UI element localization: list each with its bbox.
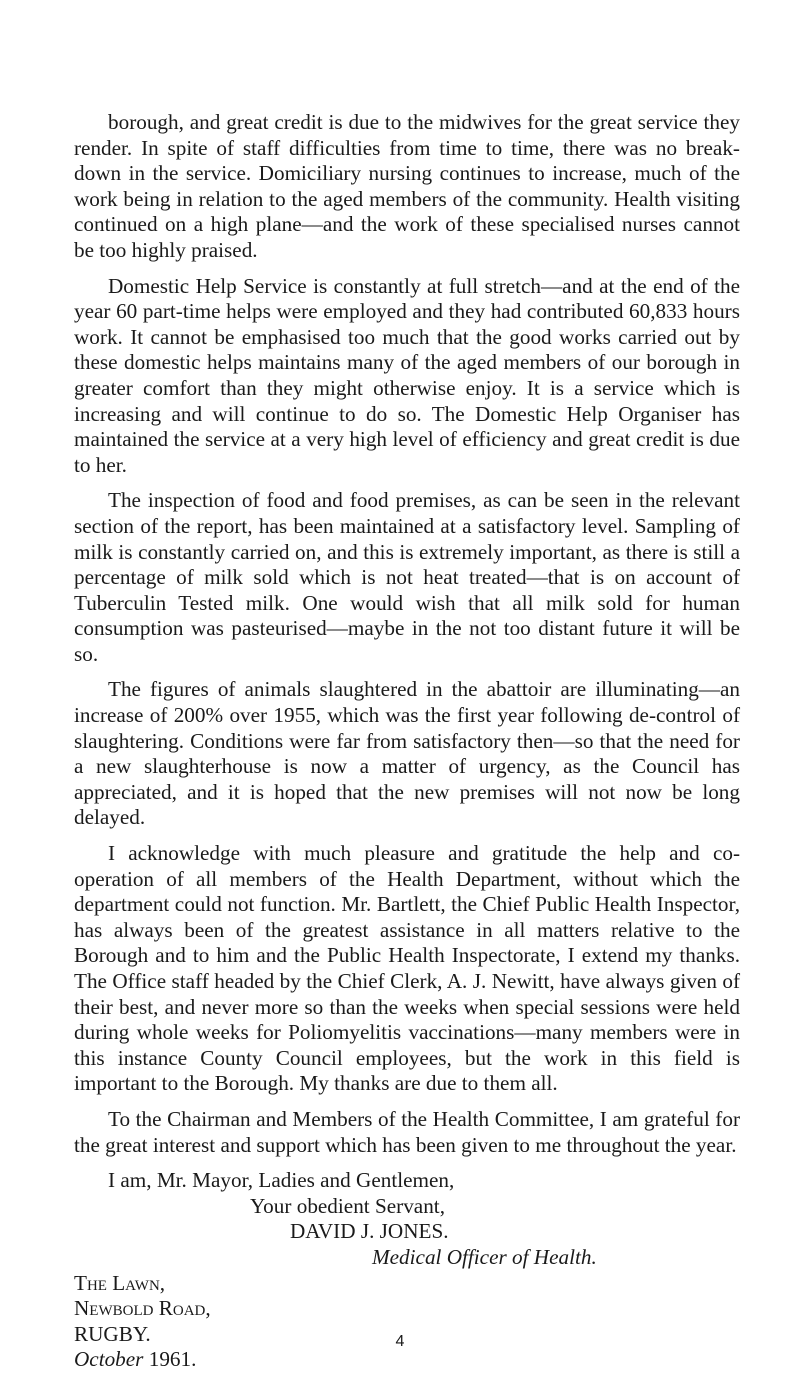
date-year: 1961. (143, 1347, 197, 1372)
page-number: 4 (395, 1333, 405, 1350)
paragraph-domestic-help: Domestic Help Service is constantly at full stretch—and at the end of the year 60 part-time helps were employed and they had contributed 60,833 hours work. It cannot be emphasised too much that the good works carried out by these domestic helps maintains many of the aged members of our borough in greater comfort than they might otherwise enjoy. It is a service which is increasing and will continue to do so. The Domestic Help Organiser has maintained the service at a very high level of efficiency and great credit is due to her. (74, 273, 740, 477)
paragraph-midwives-nursing: borough, and great credit is due to the midwives for the great service they render. In spite of staff difficulties from time to time, there was no break-down in the service. Domiciliary nursing continues to increase, much of the work being in relation to the aged members of the community. Health visiting continued on a high plane—and the work of these specialised nurses cannot be too highly praised. (74, 110, 740, 262)
address-line-1: The Lawn, (74, 1270, 166, 1295)
address-line-3: RUGBY. (74, 1321, 151, 1346)
paragraph-abattoir: The figures of animals slaughtered in the abattoir are illuminating—an increase of 200% over 1955, which was the first year following de-control of slaughtering. Conditions were far from satisfactory then—so that the need for a new slaughterhouse is now a matter of urgency, as the Council has appreciated, and it is hoped that the new premises will not now be long delayed. (74, 677, 740, 830)
report-page (74, 110, 740, 1373)
salutation-line: I am, Mr. Mayor, Ladies and Gentlemen, (108, 1168, 455, 1193)
address-line-2: Newbold Road, (74, 1296, 211, 1321)
letter-closing (74, 1168, 740, 1270)
complimentary-close: Your obedient Servant, (250, 1193, 445, 1218)
paragraph-food-inspection: The inspection of food and food premises, as can be seen in the relevant section of the report, has been maintained at a satisfactory level. Sampling of milk is constantly carried on, and this is extremely important, as there is still a percentage of milk sold which is not heat treated—that is on account of Tuberculin Tested milk. One would wish that all milk sold for human consumption was pasteurised—maybe in the not too distant future it will be so. (74, 488, 740, 666)
signatory-title: Medical Officer of Health. (372, 1244, 597, 1269)
date-month: October (74, 1347, 144, 1372)
paragraph-acknowledgements: I acknowledge with much pleasure and gratitude the help and co-operation of all members of the Health Department, without which the department could not function. Mr. Bartlett, the Chief Public Health Inspector, has always been of the greatest assistance in all matters relative to the Borough and to him and the Public Health Inspectorate, I extend my thanks. The Office staff headed by the Chief Clerk, A. J. Newitt, have always given of their best, and never more so than the weeks when special sessions were held during whole weeks for Poliomyelitis vaccinations—many members were in this instance County Council employees, but the work in this field is important to the Borough. My thanks are due to them all. (74, 841, 740, 1096)
date-line (74, 1347, 740, 1373)
sender-address (74, 1271, 740, 1373)
paragraph-committee-thanks: To the Chairman and Members of the Health Committee, I am grateful for the great interest and support which has been given to me throughout the year. (74, 1106, 740, 1157)
signatory-name: DAVID J. JONES. (290, 1219, 449, 1244)
